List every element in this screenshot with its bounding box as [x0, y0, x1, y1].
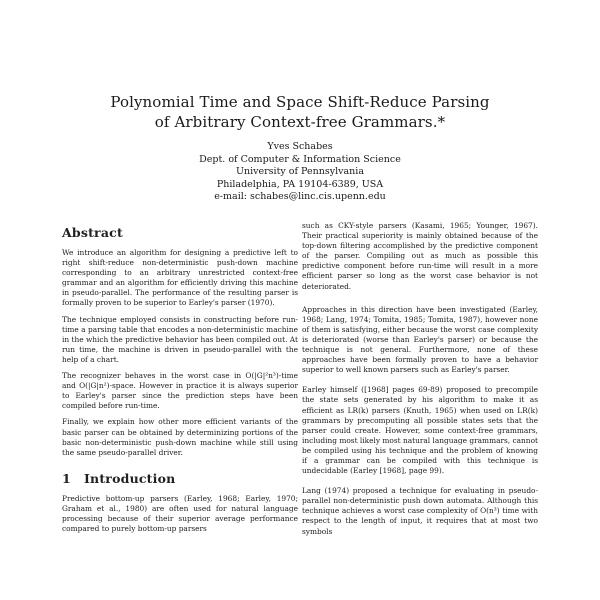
affiliation-department: Dept. of Computer & Information Science — [199, 153, 401, 165]
right-paragraph-2: Approaches in this direction have been investigated (Earley, 1968; Lang, 1974; Tomita, 1985; Tomita, 1987), however none of them is satisfying, either because the worst case complexity is deteriorated (worse than Earley's parser) or because the technique is not general. Furthermore, none of these approaches have been formally proven to have a behavior superior to well known parsers such as Earley's parser. — [302, 304, 538, 375]
right-paragraph-4: Lang (1974) proposed a technique for evaluating in pseudo-parallel non-deterministic push down automata. Although this technique achieves a worst case complexity of O(n³) time with respect to the length of input, it requires that at most two symbols — [302, 486, 538, 536]
paper-title — [40, 92, 560, 132]
abstract-paragraph-3: The recognizer behaves in the worst case in O(|G|²n³)-time and O(|G|n²)-space. However in practice it is always superior to Earley's parser since the prediction steps have been compiled before run-time. — [62, 371, 298, 411]
abstract-paragraph-2: The technique employed consists in constructing before run-time a parsing table that encodes a non-deterministic machine in the which the predictive behavior has been compiled out. At run time, the machine is driven in pseudo-parallel with the help of a chart. — [62, 314, 298, 364]
author-name: Yves Schabes — [267, 141, 333, 152]
introduction-heading — [62, 471, 298, 487]
section-title: Introduction — [84, 470, 176, 486]
title-line-2: of Arbitrary Context-free Grammars.* — [154, 113, 446, 131]
section-number: 1 — [62, 470, 71, 486]
abstract-paragraph-4: Finally, we explain how other more efficient variants of the basic parser can be obtained by determinizing portions of the basic non-deterministic push-down machine while still using the same pseudo-parallel driver. — [62, 417, 298, 457]
title-line-1: Polynomial Time and Space Shift-Reduce Parsing — [110, 93, 490, 111]
author-block — [80, 141, 520, 204]
affiliation-address: Philadelphia, PA 19104-6389, USA — [216, 178, 384, 190]
introduction-paragraph-1: Predictive bottom-up parsers (Earley, 1968; Earley, 1970; Graham et al., 1980) are often used for natural language processing because of their superior average performance compared to purely bottom-up parsers — [62, 493, 298, 534]
left-column — [62, 225, 298, 540]
right-column — [302, 221, 538, 543]
abstract-heading: Abstract — [62, 225, 123, 240]
right-paragraph-1: such as CKY-style parsers (Kasami, 1965; Younger, 1967). Their practical superiority is mainly obtained because of the top-down filtering accomplished by the predictive component of the parser. Compiling out as much as possible this predictive component before run-time will result in a more efficient parser so long as the worst case behavior is not deteriorated. — [302, 221, 538, 291]
affiliation-university: University of Pennsylvania — [235, 166, 365, 177]
right-paragraph-3: Earley himself ([1968] pages 69-89) proposed to precompile the state sets generated by his algorithm to make it as efficient as LR(k) parsers (Knuth, 1965) when used on LR(k) grammars by precomputing all possible states sets that the parser could create. However, some context-free grammars, including most likely most natural language grammars, cannot be compiled using his technique and the problem of knowing if a grammar can be compiled with this technique is undecidable (Earley [1968], page 99). — [302, 385, 538, 476]
abstract-paragraph-1: We introduce an algorithm for designing a predictive left to right shift-reduce non-deterministic push-down machine corresponding to an arbitrary unrestricted context-free grammar and an algorithm for efficiently driving this machine in pseudo-parallel. The performance of the resulting parser is formally proven to be superior to Earley's parser (1970). — [62, 248, 298, 308]
author-email: e-mail: schabes@linc.cis.upenn.edu — [214, 191, 386, 202]
